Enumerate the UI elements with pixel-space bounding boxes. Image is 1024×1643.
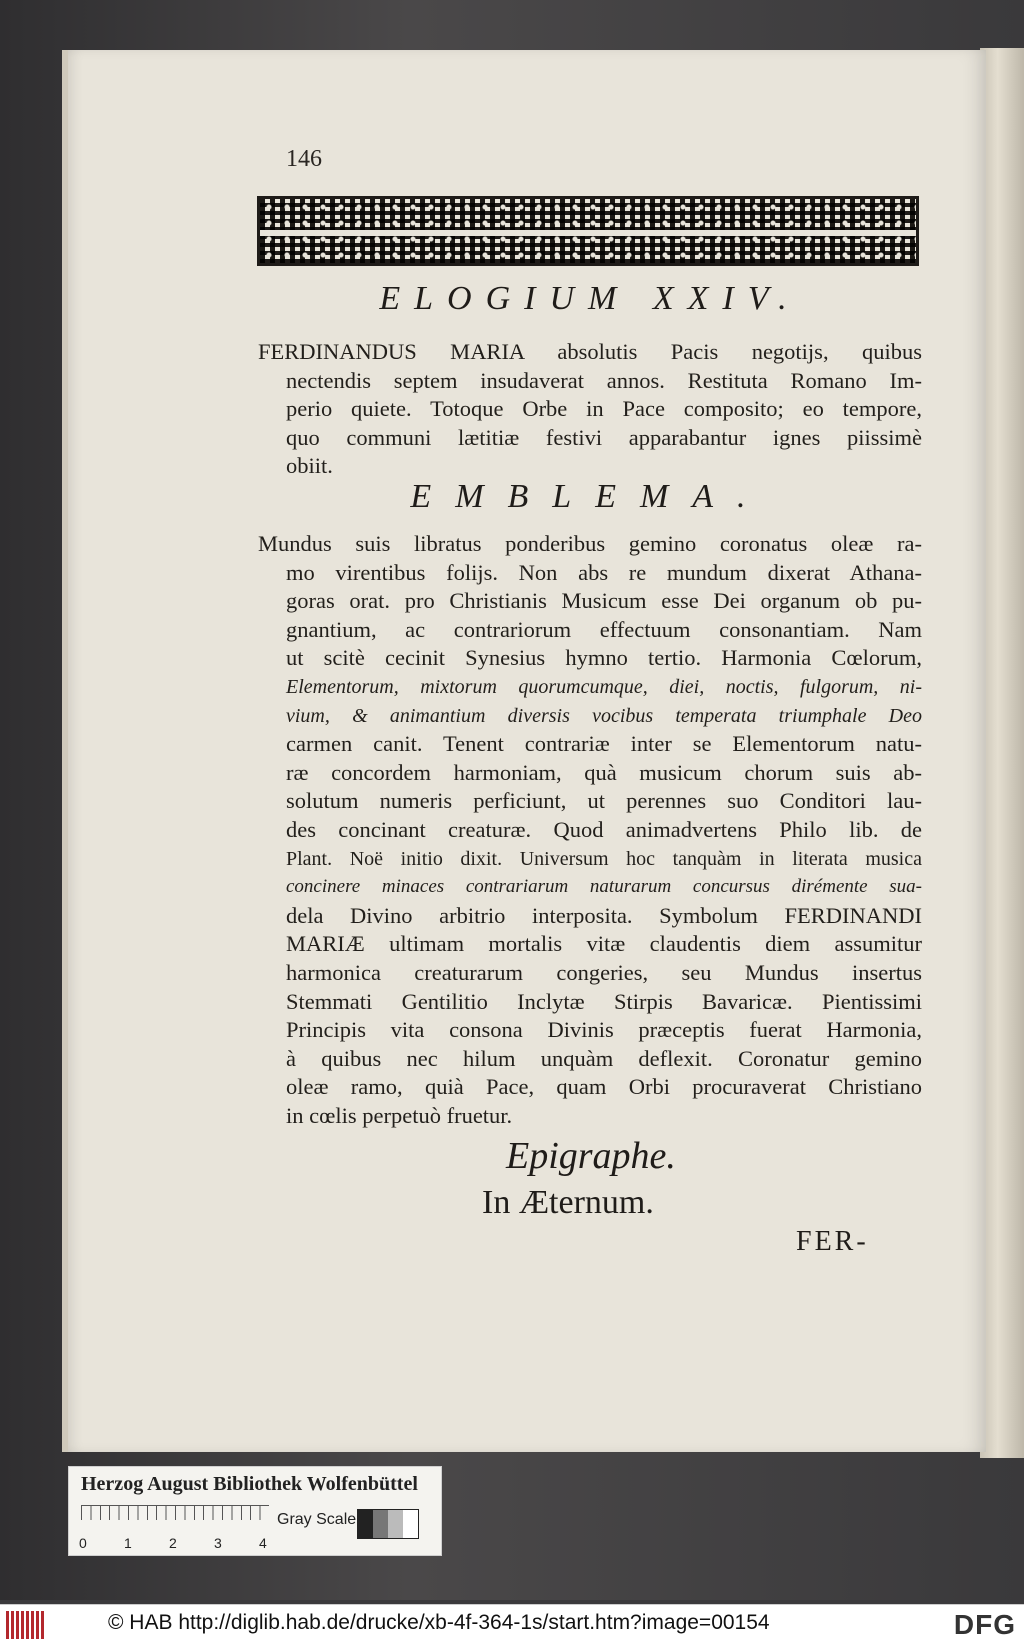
library-name: Herzog August Bibliothek Wolfenbüttel — [81, 1473, 418, 1495]
emblema-text — [258, 530, 922, 1130]
catchword: FER- — [796, 1226, 869, 1257]
elogium-text — [258, 338, 922, 481]
emblema-line: des concinant creaturæ. Quod animadvertens Philo lib. de — [286, 816, 922, 842]
emblema-line: oleæ ramo, quià Pace, quam Orbi procuraverat Christiano — [286, 1074, 922, 1100]
emblema-line: à quibus nec hilum unquàm deflexit. Coronatur gemino — [286, 1045, 922, 1071]
emblema-line: dela Divino arbitrio interposita. Symbolum FERDINANDI — [286, 902, 922, 928]
grayscale-label: Gray Scale — [277, 1511, 357, 1528]
emblema-line: in cœlis perpetuò fruetur. — [286, 1102, 513, 1128]
emblema-line: solutum numeris perficiunt, ut perennes suo Conditori lau- — [286, 788, 922, 814]
emblema-line: carmen canit. Tenent contrariæ inter se Elementorum natu- — [286, 731, 922, 757]
emblema-line: ræ concordem harmoniam, quà musicum chorum suis ab- — [286, 759, 922, 785]
hab-logo-icon — [6, 1611, 44, 1639]
ruler-number: 0 — [79, 1535, 87, 1551]
emblema-line: concinere minaces contrariarum naturarum concursus dirémente sua- — [286, 876, 922, 898]
ornament-divider — [260, 230, 916, 236]
emblema-line: Elementorum, mixtorum quorumcumque, diei, noctis, fulgorum, ni- — [286, 675, 922, 698]
ruler-number: 4 — [259, 1535, 267, 1551]
ruler-number: 1 — [124, 1535, 132, 1551]
emblema-line: Mundus suis libratus ponderibus gemino coronatus oleæ ra- — [258, 531, 922, 556]
next-page-edge — [980, 48, 1024, 1458]
ruler-number: 3 — [214, 1535, 222, 1551]
emblema-line: harmonica creaturarum congeries, seu Mundus insertus — [286, 959, 922, 985]
emblema-line: vium, & animantium diversis vocibus temperata triumphale Deo — [286, 704, 922, 727]
emblema-line: MARIÆ ultimam mortalis vitæ claudentis diem assumitur — [286, 931, 922, 957]
emblema-line: Stemmati Gentilitio Inclytæ Stirpis Bavaricæ. Pientissimi — [286, 988, 922, 1014]
emblema-line: goras orat. pro Christianis Musicum esse Dei organum ob pu- — [286, 588, 922, 614]
dfg-logo: DFG — [953, 1609, 1016, 1640]
elogium-line: FERDINANDUS MARIA absolutis Pacis negotijs, quibus — [258, 339, 922, 364]
elogium-heading: ELOGIUM XXIV. — [379, 280, 801, 317]
ornament-band — [257, 196, 919, 266]
elogium-line: obiit. — [286, 453, 333, 479]
page-number: 146 — [286, 146, 322, 172]
elogium-line: nectendis septem insudaverat annos. Restituta Romano Im- — [286, 367, 922, 393]
elogium-line: quo communi lætitiæ festivi apparabantur ignes piissimè — [286, 424, 922, 450]
emblema-line: ut scitè cecinit Synesius hymno tertio. Harmonia Cœlorum, — [286, 645, 922, 671]
ruler-number: 2 — [169, 1535, 177, 1551]
library-label — [68, 1466, 442, 1556]
epigraphe-text: In Æternum. — [482, 1184, 654, 1221]
emblema-line: Principis vita consona Divinis præceptis fuerat Harmonia, — [286, 1017, 922, 1043]
emblema-line: Plant. Noë initio dixit. Universum hoc tanquàm in literata musica — [286, 847, 922, 870]
footer-bar — [0, 1604, 1024, 1643]
elogium-line: perio quiete. Totoque Orbe in Pace composito; eo tempore, — [286, 396, 922, 422]
grayscale-swatch — [357, 1509, 419, 1539]
scale-ruler — [81, 1505, 269, 1531]
emblema-heading: EMBLEMA. — [410, 478, 770, 515]
footer-url[interactable]: © HAB http://diglib.hab.de/drucke/xb-4f-364-1s/start.htm?image=00154 — [108, 1611, 770, 1634]
epigraphe-title: Epigraphe. — [506, 1135, 676, 1177]
emblema-line: mo virentibus folijs. Non abs re mundum dixerat Athana- — [286, 559, 922, 585]
emblema-line: gnantium, ac contrariorum effectuum consonantiam. Nam — [286, 616, 922, 642]
